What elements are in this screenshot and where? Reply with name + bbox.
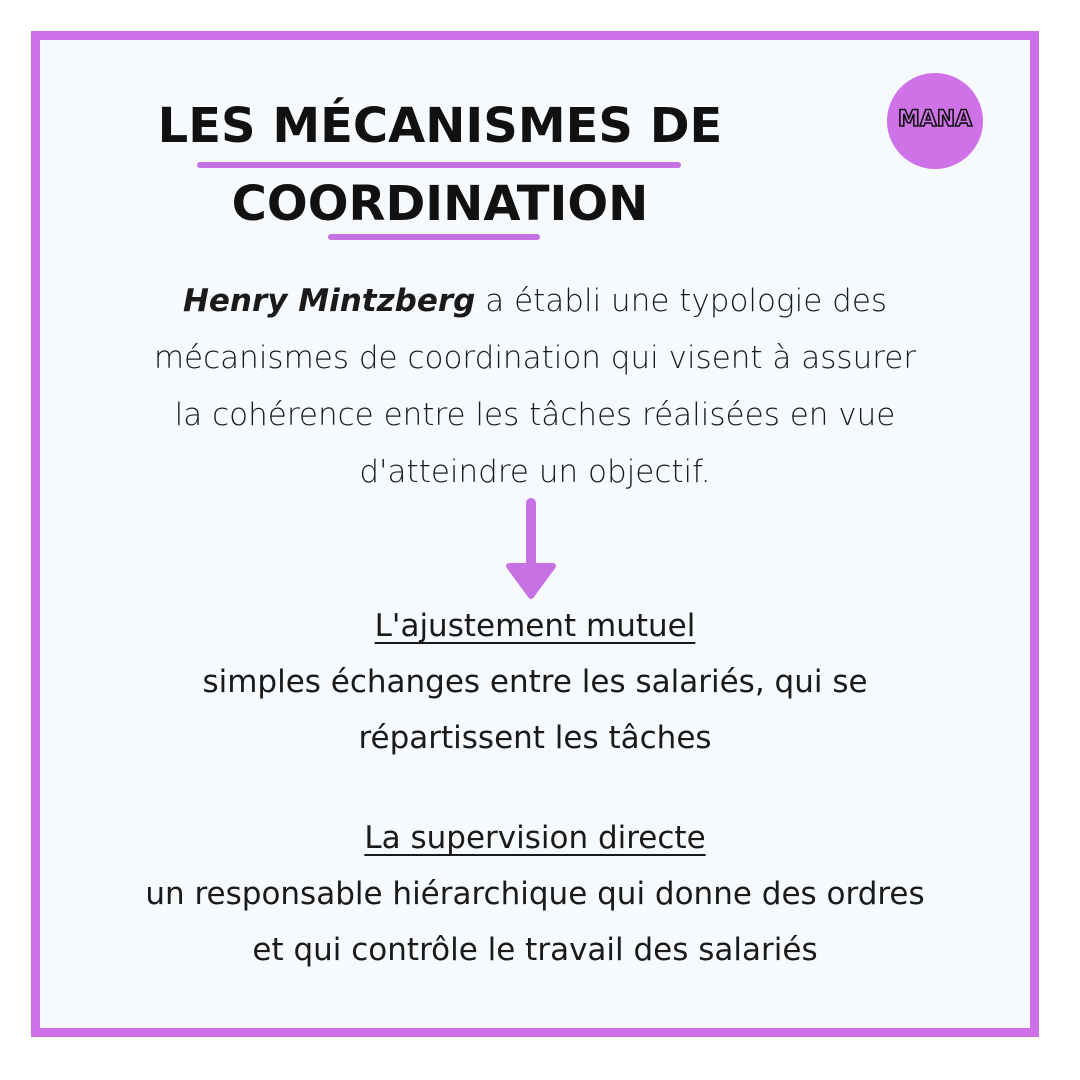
title-underline-2 [328, 234, 540, 240]
mechanism-mutual-adjustment [60, 598, 1010, 766]
mechanism-description-line-2: répartissent les tâches [358, 720, 712, 756]
mechanism-direct-supervision [60, 810, 1010, 978]
down-arrow-icon [506, 498, 556, 600]
intro-line-3: la cohérence entre les tâches réalisées en vue [174, 397, 896, 433]
mechanism-description-line-1: un responsable hiérarchique qui donne des ordres [145, 876, 925, 912]
mechanism-description-line-2: et qui contrôle le travail des salariés [252, 932, 818, 968]
mechanism-heading: L'ajustement mutuel [374, 608, 696, 644]
intro-line-1-rest: a établi une typologie des [475, 283, 888, 319]
intro-paragraph [60, 273, 1010, 501]
author-name: Henry Mintzberg [182, 283, 476, 319]
intro-line-2: mécanismes de coordination qui visent à assurer [153, 340, 917, 376]
intro-line-1 [60, 273, 1010, 330]
page-title-line-2: COORDINATION [231, 176, 649, 232]
page-title-line-1: LES MÉCANISMES DE [157, 98, 723, 154]
title-underline-1 [197, 162, 681, 168]
mechanism-heading: La supervision directe [364, 820, 706, 856]
intro-line-4: d'atteindre un objectif. [359, 454, 711, 490]
logo-text: MANA [897, 107, 973, 132]
mana-logo [887, 73, 983, 169]
mechanism-description-line-1: simples échanges entre les salariés, qui se [202, 664, 868, 700]
